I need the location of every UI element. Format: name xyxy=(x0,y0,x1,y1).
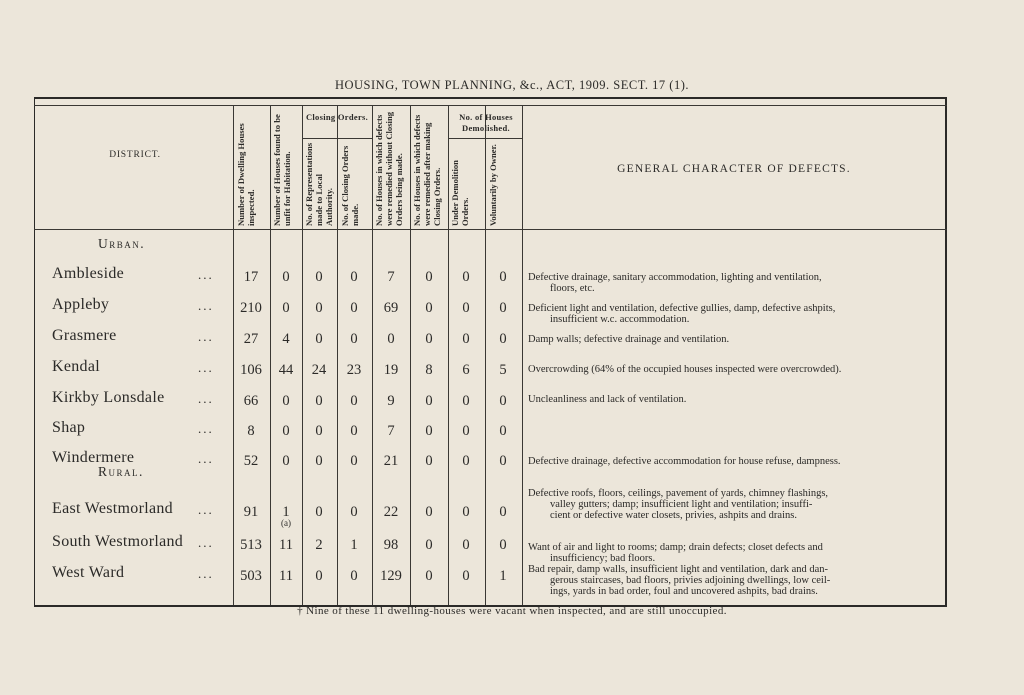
cell-value: 106 xyxy=(240,362,262,378)
defect-line: floors, etc. xyxy=(550,283,595,294)
cell-value: 52 xyxy=(243,453,259,469)
defect-line: Defective roofs, floors, ceilings, pavement of yards, chimney flashings, xyxy=(528,488,829,499)
column-divider xyxy=(337,105,338,605)
defect-line: Defective drainage, sanitary accommodation, lighting and ventilation, xyxy=(528,272,822,283)
cell-value: 27 xyxy=(243,331,259,347)
leader-dots: ... xyxy=(198,451,214,466)
district-name: South Westmorland xyxy=(52,533,184,550)
cell-value: 0 xyxy=(350,423,358,439)
cell-value: 0 xyxy=(462,453,470,469)
cell-value: 503 xyxy=(240,568,262,584)
cell-value: 11 xyxy=(279,568,293,584)
column-divider xyxy=(485,105,486,605)
cell-value: 0 xyxy=(425,537,433,553)
leader-dots: ... xyxy=(198,566,214,581)
page-title: HOUSING, TOWN PLANNING, &c., ACT, 1909. SECT. 17 (1). xyxy=(334,78,690,92)
defect-line: Damp walls; defective drainage and ventilation. xyxy=(528,334,730,345)
district-name: East Westmorland xyxy=(52,500,173,517)
leader-dots: ... xyxy=(198,298,214,313)
defect-description xyxy=(528,488,940,521)
cell-value: 0 xyxy=(282,300,290,316)
column-divider xyxy=(448,105,449,605)
leader-dots: ... xyxy=(198,360,214,375)
footnote: † Nine of these 11 dwelling-houses were vacant when inspected, and are still unoccupied. xyxy=(297,605,727,617)
cell-value: 0 xyxy=(315,504,323,520)
cell-value: 0 xyxy=(462,568,470,584)
cell-value: 0 xyxy=(315,300,323,316)
cell-value: 0 xyxy=(282,393,290,409)
cell-value: 98 xyxy=(383,537,399,553)
defect-description xyxy=(528,394,940,405)
leader-dots: ... xyxy=(198,267,214,282)
cell-value: 0 xyxy=(315,453,323,469)
district-name: Grasmere xyxy=(52,327,117,344)
demolished-header: No. of Houses Demolished. xyxy=(459,112,513,133)
cell-value: 7 xyxy=(387,269,395,285)
column-divider xyxy=(233,105,234,605)
district-header: DISTRICT. xyxy=(109,150,161,160)
cell-value: 0 xyxy=(499,269,507,285)
cell-value: 0 xyxy=(315,568,323,584)
defect-line: Bad repair, damp walls, insufficient light and ventilation, dark and dan- xyxy=(528,564,829,575)
district-name: West Ward xyxy=(52,564,125,581)
defect-line: Want of air and light to rooms; damp; drain defects; closet defects and xyxy=(528,542,823,553)
closing-made-header: No. of Closing Orders made. xyxy=(340,145,360,226)
cell-value: 19 xyxy=(383,362,399,378)
column-divider xyxy=(302,105,303,605)
cell-value: 0 xyxy=(499,504,507,520)
cell-value: 0 xyxy=(462,423,470,439)
cell-value: 2 xyxy=(315,537,323,553)
cell-value: 0 xyxy=(462,504,470,520)
defect-line: Uncleanliness and lack of ventilation. xyxy=(528,394,687,405)
defect-line: ings, yards in bad order, foul and uncovered ashpits, bad drains. xyxy=(550,586,818,597)
cell-value: 69 xyxy=(383,300,399,316)
cell-value: 23 xyxy=(346,362,362,378)
cell-value: 17 xyxy=(243,269,259,285)
cell-value: 0 xyxy=(350,393,358,409)
leader-dots: ... xyxy=(198,421,214,436)
cell-value: 0 xyxy=(350,568,358,584)
cell-value: 0 xyxy=(499,453,507,469)
defect-line: Deficient light and ventilation, defective gullies, damp, defective ashpits, xyxy=(528,303,836,314)
cell-value: 0 xyxy=(425,393,433,409)
cell-value: 66 xyxy=(243,393,259,409)
representations-header: No. of Representations made to Local Authority. xyxy=(304,142,334,226)
section-rural: Rural. xyxy=(98,464,144,479)
cell-value: 0 xyxy=(462,331,470,347)
cell-value: 22 xyxy=(383,504,399,520)
column-divider xyxy=(410,105,411,605)
header-bottom-rule xyxy=(34,229,947,230)
column-divider xyxy=(372,105,373,605)
defect-line: gerous staircases, bad floors, privies adjoining dwellings, low ceil- xyxy=(550,575,831,586)
district-name: Kirkby Lonsdale xyxy=(52,389,165,406)
defect-description xyxy=(528,456,940,467)
cell-value: 0 xyxy=(350,269,358,285)
cell-value: 0 xyxy=(462,537,470,553)
defect-description xyxy=(528,364,940,375)
cell-value: 0 xyxy=(425,453,433,469)
cell-value: 0 xyxy=(350,300,358,316)
leader-dots: ... xyxy=(198,329,214,344)
cell-value: 0 xyxy=(462,393,470,409)
section-urban: Urban. xyxy=(98,236,146,251)
footnote-marker: (a) xyxy=(281,518,291,528)
defect-description xyxy=(528,334,940,345)
cell-value: 91 xyxy=(243,504,259,520)
cell-value: 0 xyxy=(499,331,507,347)
cell-value: 0 xyxy=(282,453,290,469)
defect-description xyxy=(528,272,940,294)
cell-value: 8 xyxy=(425,362,433,378)
district-name: Ambleside xyxy=(52,265,125,282)
cell-value: 0 xyxy=(315,393,323,409)
cell-value: 0 xyxy=(425,331,433,347)
dwellings-inspected-header: Number of Dwelling Houses inspected. xyxy=(236,123,256,226)
cell-value: 129 xyxy=(380,568,402,584)
remedied-without-header: No. of Houses in which defects were remedied without Closing Orders being made. xyxy=(374,111,404,226)
cell-value: 0 xyxy=(425,504,433,520)
cell-value: 0 xyxy=(499,537,507,553)
column-divider xyxy=(522,105,523,605)
leader-dots: ... xyxy=(198,535,214,550)
district-name: Appleby xyxy=(52,296,110,313)
defect-description xyxy=(528,542,940,564)
cell-value: 9 xyxy=(387,393,395,409)
cell-value: 0 xyxy=(425,269,433,285)
cell-value: 0 xyxy=(350,453,358,469)
defect-line: Defective drainage, defective accommodation for house refuse, dampness. xyxy=(528,456,841,467)
header-top-rule xyxy=(34,105,947,106)
cell-value: 1 xyxy=(350,537,358,553)
cell-value: 0 xyxy=(282,269,290,285)
cell-value: 0 xyxy=(425,423,433,439)
demolished-rule xyxy=(448,138,522,139)
district-name: Shap xyxy=(52,419,86,436)
cell-value: 0 xyxy=(315,331,323,347)
cell-value: 7 xyxy=(387,423,395,439)
closing-orders-header: Closing Orders. xyxy=(305,112,369,122)
cell-value: 1 xyxy=(282,504,290,520)
cell-value: 0 xyxy=(387,331,395,347)
cell-value: 0 xyxy=(315,269,323,285)
leader-dots: ... xyxy=(198,391,214,406)
defect-line: insufficient w.c. accommodation. xyxy=(550,314,690,325)
cell-value: 0 xyxy=(499,423,507,439)
cell-value: 6 xyxy=(462,362,470,378)
cell-value: 0 xyxy=(315,423,323,439)
cell-value: 0 xyxy=(425,568,433,584)
cell-value: 11 xyxy=(279,537,293,553)
general-character-header: GENERAL CHARACTER OF DEFECTS. xyxy=(617,163,851,175)
cell-value: 44 xyxy=(278,362,294,378)
cell-value: 8 xyxy=(247,423,255,439)
voluntarily-header: Voluntarily by Owner. xyxy=(488,144,498,226)
unfit-header: Number of Houses found to be unfit for Habitation. xyxy=(272,114,292,226)
cell-value: 0 xyxy=(462,269,470,285)
cell-value: 0 xyxy=(499,393,507,409)
cell-value: 0 xyxy=(350,504,358,520)
cell-value: 21 xyxy=(383,453,399,469)
cell-value: 513 xyxy=(240,537,262,553)
cell-value: 210 xyxy=(240,300,262,316)
leader-dots: ... xyxy=(198,502,214,517)
cell-value: 0 xyxy=(350,331,358,347)
defect-line: cient or defective water closets, privies, ashpits and drains. xyxy=(550,510,797,521)
defect-line: insufficiency; bad floors. xyxy=(550,553,656,564)
defect-line: valley gutters; damp; insufficient light and ventilation; insuffi- xyxy=(550,499,813,510)
district-name: Kendal xyxy=(52,358,101,375)
cell-value: 0 xyxy=(282,423,290,439)
cell-value: 24 xyxy=(311,362,327,378)
cell-value: 0 xyxy=(462,300,470,316)
defect-description xyxy=(528,303,940,325)
cell-value: 4 xyxy=(282,331,290,347)
column-divider xyxy=(270,105,271,605)
cell-value: 0 xyxy=(499,300,507,316)
demolition-orders-header: Under Demolition Orders. xyxy=(450,160,470,226)
closing-orders-rule xyxy=(302,138,372,139)
remedied-after-header: No. of Houses in which defects were remedied after making Closing Orders. xyxy=(412,114,442,226)
defect-line: Overcrowding (64% of the occupied houses inspected were overcrowded). xyxy=(528,364,842,375)
cell-value: 1 xyxy=(499,568,507,584)
district-name: Windermere xyxy=(52,449,135,466)
cell-value: 5 xyxy=(499,362,507,378)
defect-description xyxy=(528,564,940,597)
cell-value: 0 xyxy=(425,300,433,316)
